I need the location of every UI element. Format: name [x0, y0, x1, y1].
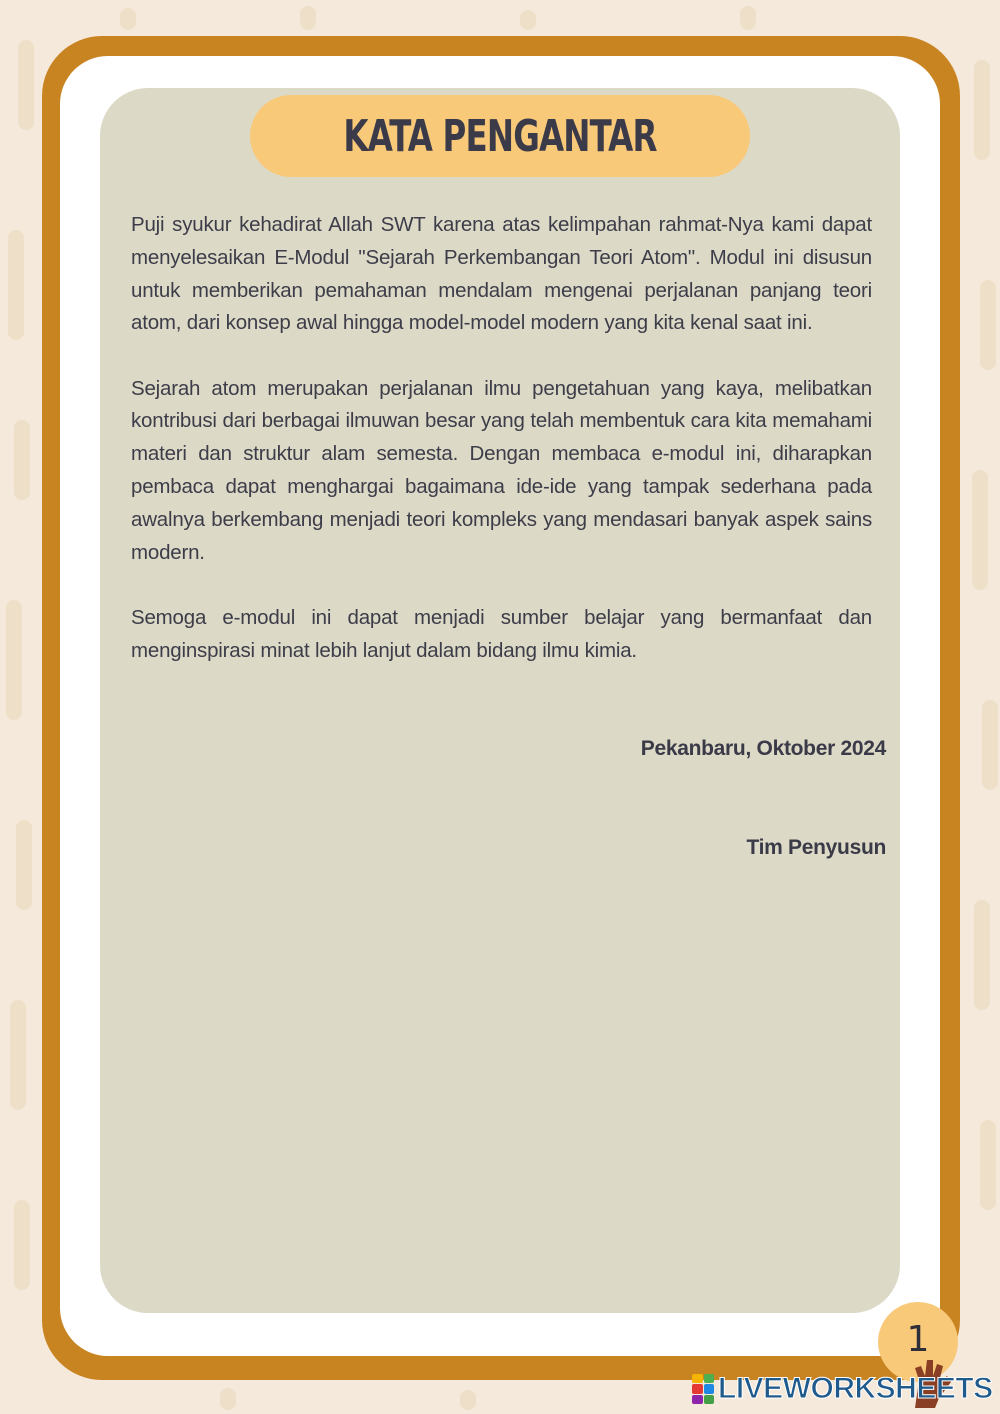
watermark-text: LIVEWORKSHEETS — [718, 1372, 993, 1405]
liveworksheets-logo-icon — [692, 1374, 714, 1404]
page-number: 1 — [906, 1318, 930, 1360]
paragraph-3: Semoga e-modul ini dapat menjadi sumber belajar yang bermanfaat dan menginspirasi minat lebih lanjut dalam bidang ilmu kimia. — [131, 605, 872, 662]
title-banner — [250, 95, 750, 177]
liveworksheets-watermark[interactable] — [692, 1372, 993, 1406]
paragraph-2: Sejarah atom merupakan perjalanan ilmu pengetahuan yang kaya, melibatkan kontribusi dari berbagai ilmuwan besar yang telah membentuk cara kita memahami materi dan struktur alam semesta. Dengan membaca e-modul ini, diharapkan pembaca dapat menghargai bagaimana ide-ide yang tampak sederhana pada awalnya berkembang menjadi teori kompleks yang mendasari banyak aspek sains modern. — [131, 376, 872, 564]
paragraph-1: Puji syukur kehadirat Allah SWT karena atas kelimpahan rahmat-Nya kami dapat menyelesaikan E-Modul "Sejarah Perkembangan Teori Atom". Modul ini disusun untuk memberikan pemahaman mendalam mengenai perjalanan panjang teori atom, dari konsep awal hingga model-model modern yang kita kenal saat ini. — [131, 213, 872, 335]
place-date: Pekanbaru, Oktober 2024 — [640, 737, 886, 760]
foreword-body — [131, 209, 872, 700]
author-signature: Tim Penyusun — [746, 836, 886, 859]
page-title: KATA PENGANTAR — [343, 110, 657, 162]
